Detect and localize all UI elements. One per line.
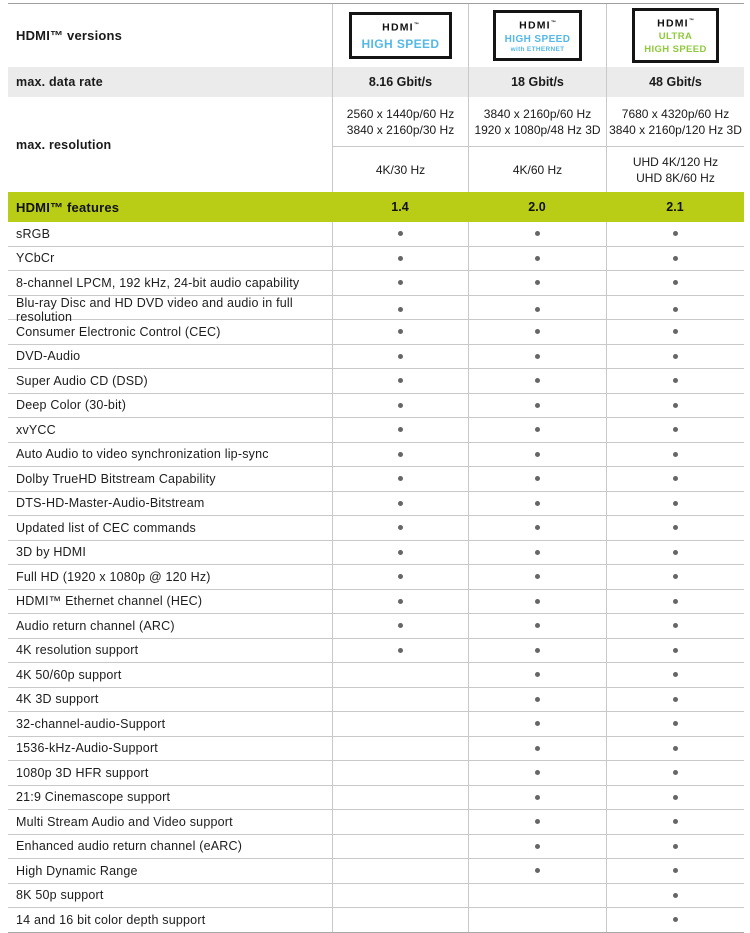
- support-dot: [673, 844, 678, 849]
- support-cell: [606, 467, 744, 491]
- support-cell: [332, 516, 468, 540]
- support-cell: [332, 639, 468, 663]
- feature-row: [8, 688, 744, 713]
- feature-label: Super Audio CD (DSD): [16, 373, 148, 388]
- support-dot: [535, 231, 540, 236]
- support-dot: [535, 525, 540, 530]
- feature-row: [8, 737, 744, 762]
- support-dot: [398, 280, 403, 285]
- support-cell: [606, 712, 744, 736]
- version-number: 2.0: [528, 200, 546, 214]
- support-cell: [606, 639, 744, 663]
- support-dot: [535, 427, 540, 432]
- feature-row: [8, 492, 744, 517]
- support-dot: [673, 795, 678, 800]
- support-cell: [468, 712, 606, 736]
- support-cell: [606, 516, 744, 540]
- data-rate-value: 48 Gbit/s: [606, 67, 744, 97]
- data-rate-value: 8.16 Gbit/s: [332, 67, 468, 97]
- feature-label: 21:9 Cinemascope support: [16, 790, 171, 805]
- support-cell: [606, 394, 744, 418]
- support-cell: [332, 786, 468, 810]
- support-cell: [468, 908, 606, 932]
- support-cell: [606, 418, 744, 442]
- support-dot: [398, 525, 403, 530]
- support-dot: [673, 868, 678, 873]
- feature-row: [8, 810, 744, 835]
- support-cell: [468, 810, 606, 834]
- support-cell: [606, 884, 744, 908]
- support-dot: [673, 819, 678, 824]
- feature-row: [8, 418, 744, 443]
- support-cell: [468, 761, 606, 785]
- support-cell: [468, 222, 606, 246]
- support-cell: [332, 345, 468, 369]
- resolution-value: 3840 x 2160p/60 Hz 1920 x 1080p/48 Hz 3D: [468, 97, 606, 146]
- support-cell: [606, 590, 744, 614]
- feature-label: Deep Color (30-bit): [16, 398, 127, 413]
- support-dot: [398, 256, 403, 261]
- badge-speed-label: with ETHERNET: [510, 45, 565, 53]
- feature-row: [8, 614, 744, 639]
- versions-label: HDMI™ versions: [16, 28, 123, 43]
- feature-label: 4K 3D support: [16, 692, 99, 707]
- support-cell: [606, 565, 744, 589]
- feature-label: 1080p 3D HFR support: [16, 765, 149, 780]
- support-cell: [332, 492, 468, 516]
- support-dot: [673, 697, 678, 702]
- support-cell: [332, 908, 468, 932]
- feature-label: 8K 50p support: [16, 888, 104, 903]
- support-dot: [535, 844, 540, 849]
- feature-row: [8, 516, 744, 541]
- support-cell: [606, 810, 744, 834]
- support-dot: [535, 280, 540, 285]
- support-cell: [332, 467, 468, 491]
- support-dot: [673, 354, 678, 359]
- support-dot: [535, 256, 540, 261]
- feature-label: DTS-HD-Master-Audio-Bitstream: [16, 496, 205, 511]
- badge-speed-label: HIGH SPEED: [504, 33, 571, 45]
- resolution-block: [8, 97, 744, 192]
- support-cell: [332, 835, 468, 859]
- support-dot: [673, 672, 678, 677]
- support-cell: [606, 663, 744, 687]
- support-cell: [468, 639, 606, 663]
- support-cell: [606, 835, 744, 859]
- support-cell: [606, 859, 744, 883]
- support-dot: [673, 917, 678, 922]
- support-dot: [398, 550, 403, 555]
- support-cell: [468, 859, 606, 883]
- support-cell: [332, 590, 468, 614]
- features-header-label: HDMI™ features: [16, 199, 120, 215]
- badge-cell-hdmi-high-speed-ethernet: [468, 4, 606, 67]
- support-dot: [398, 354, 403, 359]
- feature-label: 4K resolution support: [16, 643, 139, 658]
- support-cell: [468, 345, 606, 369]
- feature-row: [8, 908, 744, 933]
- support-cell: [606, 271, 744, 295]
- feature-row: [8, 295, 744, 324]
- data-rate-label: max. data rate: [16, 75, 103, 89]
- support-dot: [398, 329, 403, 334]
- badge-speed-label: HIGH SPEED: [361, 37, 440, 52]
- support-cell: [468, 590, 606, 614]
- feature-label: YCbCr: [16, 251, 55, 266]
- support-dot: [398, 501, 403, 506]
- feature-row: [8, 345, 744, 370]
- support-dot: [535, 746, 540, 751]
- support-cell: [606, 761, 744, 785]
- feature-label: Blu-ray Disc and HD DVD video and audio in full resolution: [16, 295, 293, 324]
- feature-label: Audio return channel (ARC): [16, 618, 175, 633]
- support-cell: [606, 247, 744, 271]
- support-dot: [673, 550, 678, 555]
- badge-hdmi-high-speed-ethernet: [493, 10, 583, 61]
- support-dot: [673, 599, 678, 604]
- support-cell: [332, 859, 468, 883]
- support-cell: [332, 247, 468, 271]
- feature-row: [8, 541, 744, 566]
- support-dot: [535, 476, 540, 481]
- support-dot: [398, 452, 403, 457]
- support-dot: [673, 378, 678, 383]
- support-cell: [468, 320, 606, 344]
- resolution-label: max. resolution: [16, 137, 112, 152]
- hdmi-logo-wordmark: HDMI™: [519, 19, 556, 32]
- feature-label: xvYCC: [16, 422, 56, 437]
- version-number: 1.4: [391, 200, 409, 214]
- support-cell: [468, 369, 606, 393]
- support-dot: [673, 525, 678, 530]
- support-cell: [468, 786, 606, 810]
- support-dot: [535, 648, 540, 653]
- badge-speed-label: ULTRA: [658, 31, 693, 43]
- support-dot: [673, 427, 678, 432]
- feature-label: Consumer Electronic Control (CEC): [16, 324, 221, 339]
- support-cell: [606, 492, 744, 516]
- feature-row: [8, 761, 744, 786]
- feature-label: HDMI™ Ethernet channel (HEC): [16, 594, 203, 609]
- support-cell: [606, 222, 744, 246]
- support-cell: [332, 271, 468, 295]
- support-dot: [535, 819, 540, 824]
- support-cell: [468, 394, 606, 418]
- feature-label: Full HD (1920 x 1080p @ 120 Hz): [16, 569, 211, 584]
- resolution-value: 4K/60 Hz: [468, 147, 606, 192]
- support-dot: [535, 721, 540, 726]
- feature-row: [8, 859, 744, 884]
- support-cell: [332, 614, 468, 638]
- support-dot: [673, 721, 678, 726]
- feature-label: High Dynamic Range: [16, 863, 138, 878]
- feature-label: Auto Audio to video synchronization lip-sync: [16, 447, 269, 462]
- badge-cell-hdmi-high-speed: [332, 4, 468, 67]
- feature-label: 8-channel LPCM, 192 kHz, 24-bit audio capability: [16, 275, 300, 290]
- resolution-value: 4K/30 Hz: [332, 147, 468, 192]
- resolution-value: UHD 4K/120 Hz UHD 8K/60 Hz: [606, 147, 744, 192]
- resolution-value: 2560 x 1440p/60 Hz 3840 x 2160p/30 Hz: [332, 97, 468, 146]
- support-dot: [673, 231, 678, 236]
- support-cell: [332, 663, 468, 687]
- feature-row: [8, 565, 744, 590]
- data-rate-row: [8, 67, 744, 97]
- support-cell: [332, 394, 468, 418]
- support-dot: [673, 307, 678, 312]
- feature-label: sRGB: [16, 226, 51, 241]
- support-cell: [332, 712, 468, 736]
- support-cell: [332, 320, 468, 344]
- badge-cell-hdmi-ultra-high-speed: [606, 4, 744, 67]
- support-cell: [468, 565, 606, 589]
- support-cell: [606, 614, 744, 638]
- feature-row: [8, 786, 744, 811]
- feature-row: [8, 590, 744, 615]
- support-cell: [468, 614, 606, 638]
- support-dot: [398, 599, 403, 604]
- resolution-secondary-row: [332, 147, 744, 192]
- support-cell: [606, 541, 744, 565]
- support-cell: [468, 835, 606, 859]
- feature-row: [8, 222, 744, 247]
- support-cell: [332, 884, 468, 908]
- badge-hdmi-high-speed: [349, 12, 451, 60]
- support-dot: [398, 231, 403, 236]
- support-dot: [535, 770, 540, 775]
- support-cell: [332, 565, 468, 589]
- support-dot: [535, 795, 540, 800]
- support-cell: [468, 443, 606, 467]
- support-cell: [606, 908, 744, 932]
- features-header-row: [8, 192, 744, 222]
- resolution-value: 7680 x 4320p/60 Hz 3840 x 2160p/120 Hz 3D: [606, 97, 744, 146]
- support-cell: [468, 247, 606, 271]
- data-rate-value: 18 Gbit/s: [468, 67, 606, 97]
- badge-speed-label: HIGH SPEED: [644, 44, 707, 56]
- support-cell: [606, 786, 744, 810]
- hdmi-logo-wordmark: HDMI™: [382, 21, 419, 34]
- support-dot: [673, 452, 678, 457]
- support-cell: [332, 541, 468, 565]
- support-dot: [535, 697, 540, 702]
- feature-row: [8, 835, 744, 860]
- feature-row: [8, 247, 744, 272]
- feature-label: DVD-Audio: [16, 349, 81, 364]
- hdmi-comparison-table: [8, 3, 744, 933]
- feature-label: 1536-kHz-Audio-Support: [16, 741, 158, 756]
- support-dot: [673, 746, 678, 751]
- support-cell: [468, 541, 606, 565]
- badge-hdmi-ultra-high-speed: [632, 8, 719, 64]
- feature-row: [8, 320, 744, 345]
- support-dot: [535, 329, 540, 334]
- support-dot: [398, 427, 403, 432]
- support-cell: [332, 761, 468, 785]
- support-cell: [468, 884, 606, 908]
- support-dot: [673, 648, 678, 653]
- support-cell: [468, 467, 606, 491]
- support-dot: [535, 574, 540, 579]
- support-dot: [535, 868, 540, 873]
- support-dot: [535, 623, 540, 628]
- support-cell: [606, 443, 744, 467]
- support-cell: [468, 492, 606, 516]
- support-dot: [535, 378, 540, 383]
- support-cell: [606, 345, 744, 369]
- support-dot: [535, 354, 540, 359]
- support-dot: [673, 476, 678, 481]
- support-dot: [535, 501, 540, 506]
- support-cell: [332, 443, 468, 467]
- support-dot: [673, 403, 678, 408]
- support-dot: [535, 403, 540, 408]
- feature-label: Dolby TrueHD Bitstream Capability: [16, 471, 216, 486]
- feature-label: Enhanced audio return channel (eARC): [16, 839, 243, 854]
- support-dot: [673, 623, 678, 628]
- support-dot: [673, 280, 678, 285]
- support-cell: [332, 737, 468, 761]
- support-dot: [398, 378, 403, 383]
- support-dot: [535, 452, 540, 457]
- versions-row: [8, 4, 744, 67]
- support-dot: [673, 501, 678, 506]
- feature-row: [8, 369, 744, 394]
- feature-label: 32-channel-audio-Support: [16, 716, 166, 731]
- feature-label: 4K 50/60p support: [16, 667, 122, 682]
- feature-label: 3D by HDMI: [16, 545, 87, 560]
- feature-row: [8, 663, 744, 688]
- support-dot: [673, 574, 678, 579]
- support-dot: [535, 550, 540, 555]
- support-dot: [535, 672, 540, 677]
- support-cell: [606, 688, 744, 712]
- support-cell: [332, 418, 468, 442]
- support-dot: [398, 476, 403, 481]
- support-cell: [332, 810, 468, 834]
- support-cell: [468, 418, 606, 442]
- support-dot: [398, 623, 403, 628]
- support-dot: [673, 256, 678, 261]
- support-dot: [535, 599, 540, 604]
- feature-row: [8, 467, 744, 492]
- features-body: [8, 222, 744, 933]
- feature-label: Updated list of CEC commands: [16, 520, 196, 535]
- feature-row: [8, 394, 744, 419]
- support-dot: [673, 329, 678, 334]
- feature-label: Multi Stream Audio and Video support: [16, 814, 233, 829]
- support-dot: [673, 893, 678, 898]
- support-cell: [606, 737, 744, 761]
- support-cell: [606, 320, 744, 344]
- version-number: 2.1: [666, 200, 684, 214]
- support-cell: [332, 688, 468, 712]
- support-dot: [673, 770, 678, 775]
- support-cell: [606, 369, 744, 393]
- hdmi-logo-wordmark: HDMI™: [657, 17, 694, 30]
- support-cell: [332, 222, 468, 246]
- support-dot: [398, 307, 403, 312]
- feature-label: 14 and 16 bit color depth support: [16, 912, 206, 927]
- support-dot: [398, 403, 403, 408]
- feature-row: [8, 712, 744, 737]
- support-cell: [468, 688, 606, 712]
- support-dot: [535, 307, 540, 312]
- support-cell: [468, 663, 606, 687]
- resolution-primary-row: [332, 97, 744, 147]
- support-dot: [398, 648, 403, 653]
- feature-row: [8, 639, 744, 664]
- support-dot: [398, 574, 403, 579]
- feature-row: [8, 884, 744, 909]
- feature-row: [8, 271, 744, 296]
- support-cell: [468, 271, 606, 295]
- support-cell: [468, 516, 606, 540]
- support-cell: [468, 737, 606, 761]
- feature-row: [8, 443, 744, 468]
- support-cell: [332, 369, 468, 393]
